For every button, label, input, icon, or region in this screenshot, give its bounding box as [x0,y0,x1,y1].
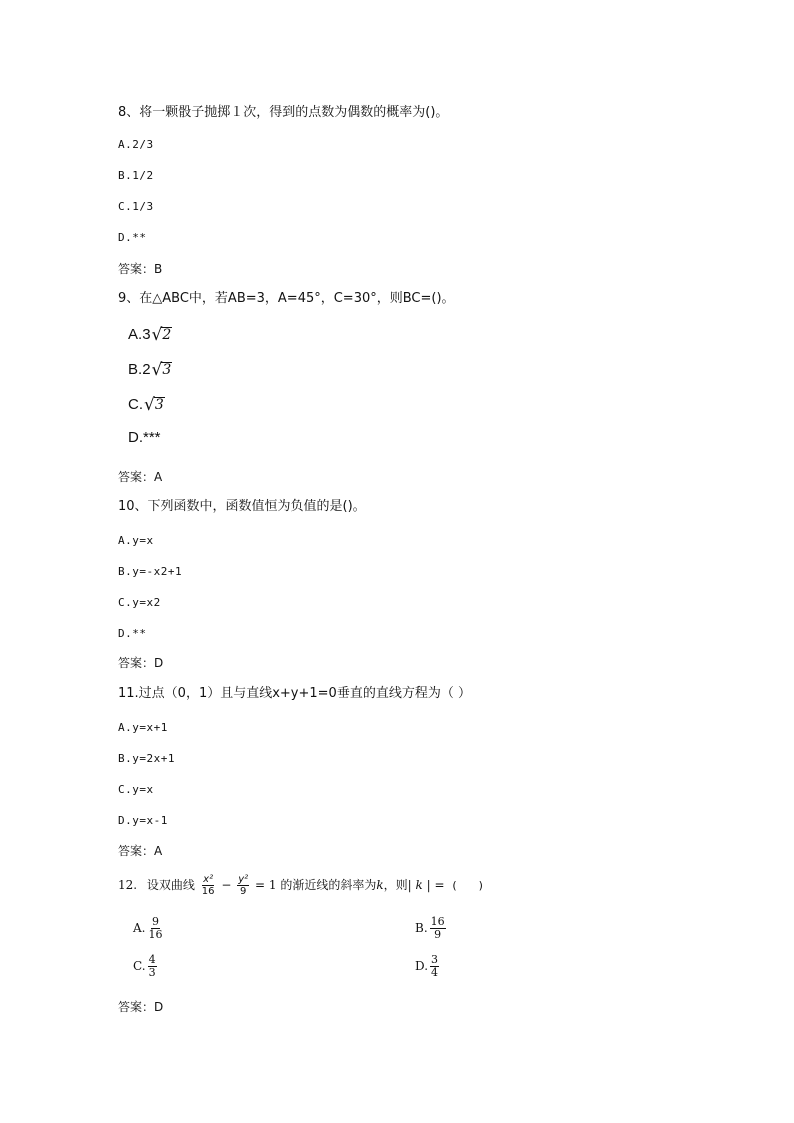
question-10-option-c: C.y=x2 [118,596,161,609]
option-coefficient: 3 [142,326,151,343]
question-9-answer: 答案：A [118,470,163,484]
option-fraction: $\frac{16}{9}$ [430,915,445,941]
question-11-option-a: A.y=x+1 [118,721,168,734]
question-12-option-b [415,916,448,941]
equals-one: = 1 [254,878,277,892]
question-12-answer: 答案：D [118,1000,164,1014]
question-9-option-d: D.*** [128,429,161,446]
option-prefix: C. [133,959,146,973]
radicand: 3 [154,397,164,413]
question-12-stem [118,874,483,897]
question-11-answer: 答案：A [118,844,163,858]
radicand: 2 [162,327,172,343]
option-prefix: D. [415,959,429,973]
fraction-y-over-9: $\frac{\text{y²}}{9}$ [238,874,249,897]
question-10-option-d: D.** [118,627,147,640]
answer-blank: ( ) [452,879,483,892]
option-prefix: C. [128,396,143,413]
question-8-answer: 答案：B [118,262,163,276]
question-12-option-d [415,954,441,979]
stem-middle: 的渐近线的斜率为 [280,878,377,892]
question-8-option-c: C.1/3 [118,200,154,213]
abs-k: | k | = [407,878,445,892]
option-fraction: $\frac{4}{3}$ [148,953,156,979]
question-number: 12. [118,878,138,892]
radical: √3 [144,395,164,415]
minus-sign: − [221,878,232,892]
radical: √2 [151,325,172,345]
question-9-option-c [128,396,165,414]
stem-prefix: 设双曲线 [146,878,195,892]
option-fraction: $\frac{3}{4}$ [431,953,439,979]
stem-then: ，则 [383,878,408,892]
radicand: 3 [162,362,172,378]
question-12-option-a [133,916,165,941]
question-8-option-a: A.2/3 [118,138,154,151]
question-12-option-c [133,954,159,979]
question-11-option-b: B.y=2x+1 [118,752,175,765]
option-prefix: A. [128,326,143,343]
slope-k: k [376,878,384,892]
option-fraction: $\frac{9}{16}$ [148,915,163,941]
question-10-option-a: A.y=x [118,534,154,547]
question-10-option-b: B.y=-x2+1 [118,565,183,578]
option-prefix: B. [415,921,428,935]
option-prefix: B. [128,361,143,378]
question-11-stem: 11.过点（0，1）且与直线x+y+1=0垂直的直线方程为（ ） [118,686,471,701]
question-10-answer: 答案：D [118,656,164,670]
question-8-option-b: B.1/2 [118,169,154,182]
question-9-stem: 9、在△ABC中，若AB=3，A=45°，C=30°，则BC=()。 [118,291,455,306]
option-coefficient: 2 [142,361,151,378]
question-8-stem: 8、将一颗骰子抛掷１次，得到的点数为偶数的概率为()。 [118,105,449,120]
radical: √3 [151,360,172,380]
question-11-option-c: C.y=x [118,783,154,796]
question-8-option-d: D.** [118,231,147,244]
question-9-option-b [128,361,172,379]
question-10-stem: 10、下列函数中，函数值恒为负值的是()。 [118,499,366,514]
fraction-x-over-16: $\frac{\text{x²}}{16}$ [201,874,215,897]
option-prefix: A. [133,921,146,935]
question-11-option-d: D.y=x-1 [118,814,168,827]
question-9-option-a [128,326,172,344]
